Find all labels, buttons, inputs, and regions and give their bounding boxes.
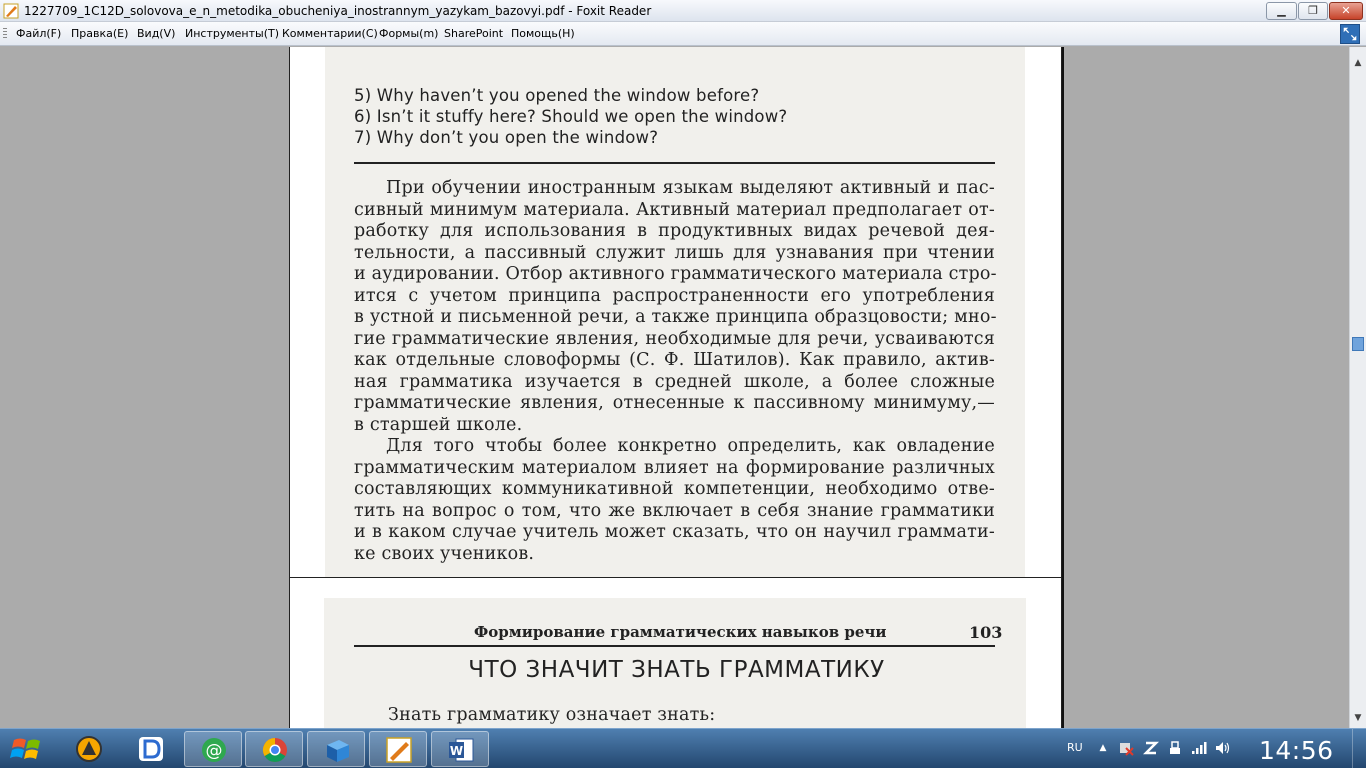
exercise-line: 6) Isn’t it stuffy here? Should we open the window? xyxy=(354,107,788,126)
aimp-icon xyxy=(74,735,104,763)
menu-forms[interactable]: Формы(m) xyxy=(379,27,439,40)
maximize-button[interactable]: ❐ xyxy=(1298,2,1328,20)
page-number: 103 xyxy=(969,623,1003,642)
paragraph-line: гие грамматические явления, необходимые для речи, усваиваются xyxy=(354,328,995,349)
foxit-reader-icon xyxy=(3,3,19,19)
pdf-page-103 xyxy=(289,577,1062,728)
word-icon xyxy=(446,736,476,764)
taskbar-mail-agent[interactable] xyxy=(184,731,242,767)
foxit-reader-icon xyxy=(384,736,414,764)
taskbar-daemon-tools[interactable] xyxy=(122,731,180,767)
exercise-line: 7) Why don’t you open the window? xyxy=(354,128,659,147)
paragraph-line: составляющих коммуникативной компетенции, необходимо отве- xyxy=(354,479,995,499)
paragraph-line: При обучении иностранным языкам выделяют активный и пас- xyxy=(386,178,995,198)
tray-security-icon[interactable] xyxy=(1118,740,1134,756)
scroll-up-icon[interactable]: ▲ xyxy=(1354,58,1362,68)
toolbar-grip-icon[interactable] xyxy=(3,28,7,40)
menu-file[interactable]: Файл(F) xyxy=(16,27,62,40)
menu-view[interactable]: Вид(V) xyxy=(137,27,176,40)
volume-icon[interactable] xyxy=(1214,740,1230,756)
windows-start-icon[interactable] xyxy=(6,732,50,766)
mail-agent-icon xyxy=(199,736,229,764)
tray-punto-icon[interactable] xyxy=(1143,740,1159,756)
paragraph-line: и в каком случае учитель может сказать, что он научил граммати- xyxy=(354,522,995,542)
network-signal-icon[interactable] xyxy=(1191,740,1207,756)
clock[interactable]: 14:56 xyxy=(1259,736,1334,765)
window-title: 1227709_1C12D_solovova_e_n_metodika_obucheniya_inostrannym_yazykam_bazovyi.pdf - Foxit Reader xyxy=(24,4,652,18)
paragraph-line: Для того чтобы более конкретно определить, как овладение xyxy=(386,436,995,456)
scroll-thumb[interactable] xyxy=(1352,337,1364,351)
exercise-line: 5) Why haven’t you opened the window before? xyxy=(354,86,760,105)
svg-text:W: W xyxy=(449,744,464,758)
vertical-scrollbar[interactable] xyxy=(1349,47,1366,728)
taskbar-word[interactable] xyxy=(431,731,489,767)
tray-expand-icon[interactable]: ▲ xyxy=(1099,743,1107,753)
document-area[interactable] xyxy=(0,47,1349,728)
menu-bar xyxy=(0,22,1366,46)
paragraph-line: грамматические явления, отнесенные к пассивному минимуму,— xyxy=(354,393,995,413)
paragraph-line: в устной и письменной речи, а также принципа образцовости; мно- xyxy=(354,307,997,327)
minimize-button[interactable]: ▁ xyxy=(1266,2,1297,20)
svg-text:@: @ xyxy=(205,741,223,761)
scroll-down-icon[interactable]: ▼ xyxy=(1354,713,1362,723)
taskbar xyxy=(0,728,1366,768)
menu-help[interactable]: Помощь(H) xyxy=(511,27,575,40)
menu-comments[interactable]: Комментарии(C) xyxy=(282,27,378,40)
paragraph-line: тить на вопрос о том, что же включает в себя знание грамматики xyxy=(354,500,995,521)
paragraph-line: как отдельные словоформы (С. Ф. Шатилов). Как правило, актив- xyxy=(354,350,995,370)
paragraph-line: Знать грамматику означает знать: xyxy=(388,705,716,725)
paragraph-line: ится с учетом принципа распространенности его употребления xyxy=(354,285,995,306)
paragraph-line: тельности, а пассивный служит лишь для узнавания при чтении xyxy=(354,242,995,263)
menu-tools[interactable]: Инструменты(T) xyxy=(185,27,280,40)
taskbar-foxit-reader[interactable] xyxy=(369,731,427,767)
paragraph-line: ке своих учеников. xyxy=(354,543,535,564)
daemon-tools-icon xyxy=(136,735,166,763)
section-divider xyxy=(354,162,995,164)
paragraph-line: в старшей школе. xyxy=(354,414,523,435)
language-indicator[interactable]: RU xyxy=(1067,741,1083,754)
menu-sharepoint[interactable]: SharePoint xyxy=(444,27,504,40)
taskbar-virtualbox[interactable] xyxy=(307,731,365,767)
tray-usb-icon[interactable] xyxy=(1167,740,1183,756)
paragraph-line: ная грамматика изучается в средней школе, а более сложные xyxy=(354,371,995,392)
paragraph-line: сивный минимум материала. Активный материал предполагает от- xyxy=(354,199,995,220)
chapter-title: ЧТО ЗНАЧИТ ЗНАТЬ ГРАММАТИКУ xyxy=(468,657,885,683)
close-button[interactable]: ✕ xyxy=(1329,2,1363,20)
show-desktop-button[interactable] xyxy=(1352,729,1366,768)
taskbar-aimp[interactable] xyxy=(60,731,118,767)
header-rule xyxy=(354,645,995,647)
paragraph-line: грамматическим материалом влияет на формирование различных xyxy=(354,457,995,478)
running-head: Формирование грамматических навыков речи xyxy=(474,623,887,641)
fit-page-icon[interactable] xyxy=(1340,24,1360,44)
paragraph-line: и аудировании. Отбор активного грамматического материала стро- xyxy=(354,264,997,284)
taskbar-chrome[interactable] xyxy=(245,731,303,767)
paragraph-line: работку для использования в продуктивных видах речевой дея- xyxy=(354,221,995,241)
title-bar xyxy=(0,0,1366,22)
virtualbox-icon xyxy=(322,736,352,764)
menu-edit[interactable]: Правка(E) xyxy=(71,27,129,40)
pdf-page-102 xyxy=(289,47,1062,621)
chrome-icon xyxy=(260,736,290,764)
